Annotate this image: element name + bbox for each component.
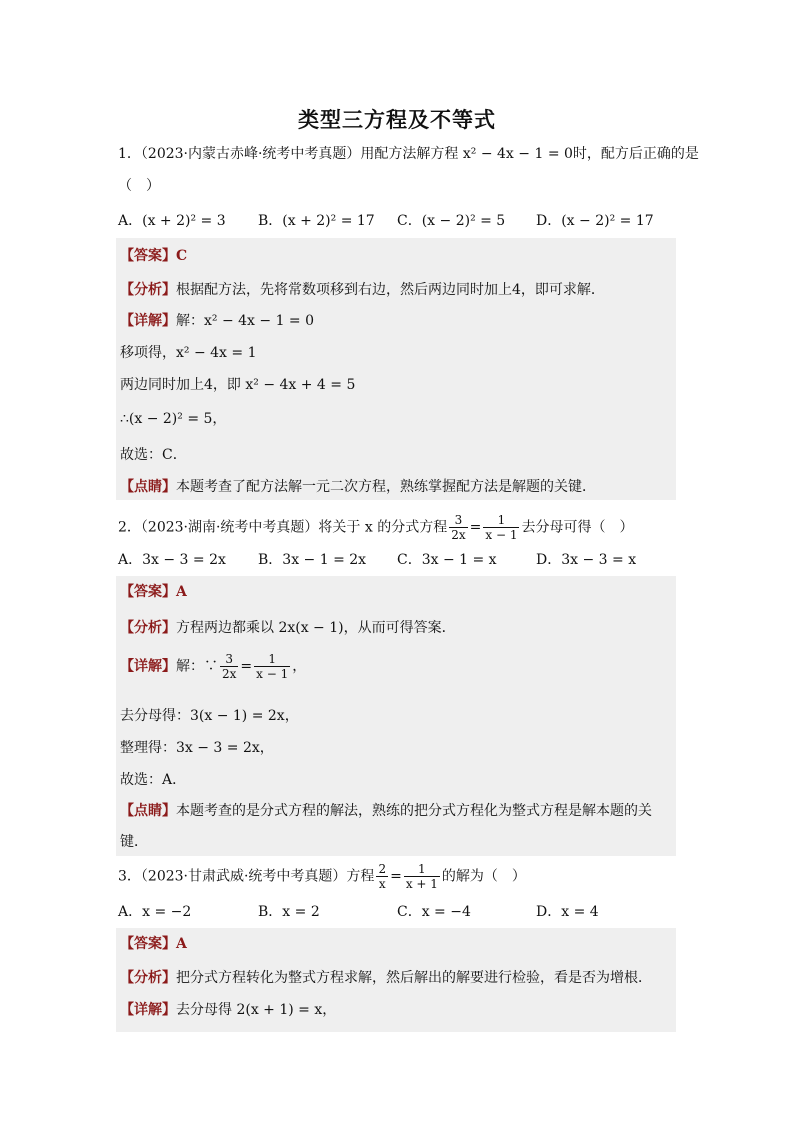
q2-option-a: A．3x − 3 = 2x — [118, 552, 226, 568]
q2-answer-value: A — [176, 584, 187, 600]
q3-frac2-num: 1 — [404, 862, 440, 877]
q1-detail-4: ∴(x − 2)² = 5， — [120, 411, 227, 427]
q3-frac2-den: x + 1 — [405, 877, 438, 891]
q2-fraction-right — [483, 513, 519, 542]
q1-answer-value: C — [176, 248, 188, 264]
q1-analysis-text: 根据配方法，先将常数项移到右边，然后两边同时加上4，即可求解． — [176, 282, 605, 298]
q2-detail-frac2-den: x − 1 — [256, 667, 289, 681]
q3-fraction-left — [376, 862, 388, 891]
q1-option-b: B．(x + 2)² = 17 — [258, 213, 375, 229]
analysis-tag: 【分析】 — [120, 970, 176, 986]
q2-comment-text: 本题考查的是分式方程的解法，熟练的把分式方程化为整式方程是解本题的关 — [176, 803, 652, 819]
q3-detail — [120, 1000, 336, 1020]
q1-option-d: D．(x − 2)² = 17 — [536, 213, 654, 229]
q3-analysis-text: 把分式方程转化为整式方程求解，然后解出的解要进行检验，看是否为增根． — [176, 970, 652, 986]
page-title: 类型三方程及不等式 — [298, 107, 496, 132]
q2-frac1-den: 2x — [451, 528, 466, 542]
q1-detail-text: 解：x² − 4x − 1 = 0 — [176, 313, 315, 329]
q2-detail-frac1-num: 3 — [220, 652, 238, 667]
q1-comment — [120, 477, 596, 497]
q3-analysis — [120, 968, 652, 988]
q3-option-a: A．x = −2 — [118, 904, 192, 920]
answer-tag: 【答案】 — [120, 248, 176, 264]
q2-detail: 【详解】解：∵ $\frac{3}{2x}$ = $\frac{1}{x - 1}$ ， — [120, 652, 307, 681]
q1-detail-5: 故选：C． — [120, 447, 187, 463]
q3-frac1-den: x — [378, 877, 386, 891]
q2-detail-fraction-left — [220, 652, 238, 681]
q1-detail — [120, 311, 314, 331]
q2-frac1-num: 3 — [449, 513, 467, 528]
q3-stem-b: 的解为（ ） — [441, 868, 526, 885]
q3-frac1-num: 2 — [378, 862, 387, 876]
analysis-tag: 【分析】 — [120, 620, 176, 636]
q2-comment-2: 键． — [120, 834, 148, 850]
q2-stem-b: 去分母可得（ ） — [521, 519, 634, 536]
q3-option-b: B．x = 2 — [258, 904, 320, 920]
q2-detail-frac1-den: 2x — [222, 667, 237, 681]
q1-detail-3: 两边同时加上4，即 x² − 4x + 4 = 5 — [120, 377, 356, 393]
q2-stem-a: 2．（2023·湖南·统考中考真题）将关于 x 的分式方程 — [118, 519, 448, 536]
q2-solution-box — [116, 576, 676, 856]
q1-comment-text: 本题考查了配方法解一元二次方程，熟练掌握配方法是解题的关键． — [176, 479, 596, 495]
q2-detail-frac2-num: 1 — [254, 652, 290, 667]
answer-tag: 【答案】 — [120, 936, 176, 952]
q3-stem: 3．（2023·甘肃武威·统考中考真题）方程 $\frac{2}{x}$ = $\frac{1}{x + 1}$ 的解为（ ） — [118, 862, 526, 891]
analysis-tag: 【分析】 — [120, 282, 176, 298]
q3-option-c: C．x = −4 — [397, 904, 471, 920]
q2-frac2-num: 1 — [483, 513, 519, 528]
q3-detail-text: 去分母得 2(x + 1) = x， — [176, 1002, 337, 1018]
detail-tag: 【详解】 — [120, 658, 176, 675]
q2-analysis-text: 方程两边都乘以 2x(x − 1)，从而可得答案． — [176, 620, 456, 636]
q3-answer-value: A — [176, 936, 187, 952]
q2-detail-fraction-right — [254, 652, 290, 681]
comment-tag: 【点睛】 — [120, 803, 176, 819]
q2-detail-3: 整理得：3x − 3 = 2x， — [120, 740, 274, 756]
q1-detail-2: 移项得，x² − 4x = 1 — [120, 345, 257, 361]
q2-frac2-den: x − 1 — [485, 528, 518, 542]
q1-option-c: C．(x − 2)² = 5 — [397, 213, 506, 229]
q2-analysis — [120, 618, 456, 638]
q2-stem: 2．（2023·湖南·统考中考真题）将关于 x 的分式方程 $\frac{3}{2x}$ = $\frac{1}{x - 1}$ 去分母可得（ ） — [118, 513, 634, 542]
detail-tag: 【详解】 — [120, 313, 176, 329]
q1-option-a: A．(x + 2)² = 3 — [118, 213, 226, 229]
answer-tag: 【答案】 — [120, 584, 176, 600]
q3-stem-a: 3．（2023·甘肃武威·统考中考真题）方程 — [118, 868, 375, 885]
q3-option-d: D．x = 4 — [536, 904, 599, 920]
q3-solution-box — [116, 928, 676, 1032]
q2-fraction-left — [449, 513, 467, 542]
q2-detail-2: 去分母得：3(x − 1) = 2x， — [120, 708, 299, 724]
q1-stem: 1．（2023·内蒙古赤峰·统考中考真题）用配方法解方程 x² − 4x − 1 = 0时，配方后正确的是 — [118, 146, 699, 162]
q2-comment — [120, 801, 652, 821]
q2-detail-prefix: 解：∵ — [176, 658, 218, 675]
q1-analysis — [120, 280, 605, 300]
q1-stem-paren: （ ） — [118, 178, 160, 194]
q2-detail-4: 故选：A． — [120, 772, 187, 788]
q1-answer — [120, 246, 187, 266]
comment-tag: 【点睛】 — [120, 479, 176, 495]
q1-solution-box — [116, 238, 676, 500]
detail-tag: 【详解】 — [120, 1002, 176, 1018]
q2-option-b: B．3x − 1 = 2x — [258, 552, 367, 568]
q3-fraction-right — [404, 862, 440, 891]
q3-answer — [120, 934, 187, 954]
q2-option-d: D．3x − 3 = x — [536, 552, 637, 568]
q2-answer — [120, 582, 187, 602]
q2-option-c: C．3x − 1 = x — [397, 552, 497, 568]
